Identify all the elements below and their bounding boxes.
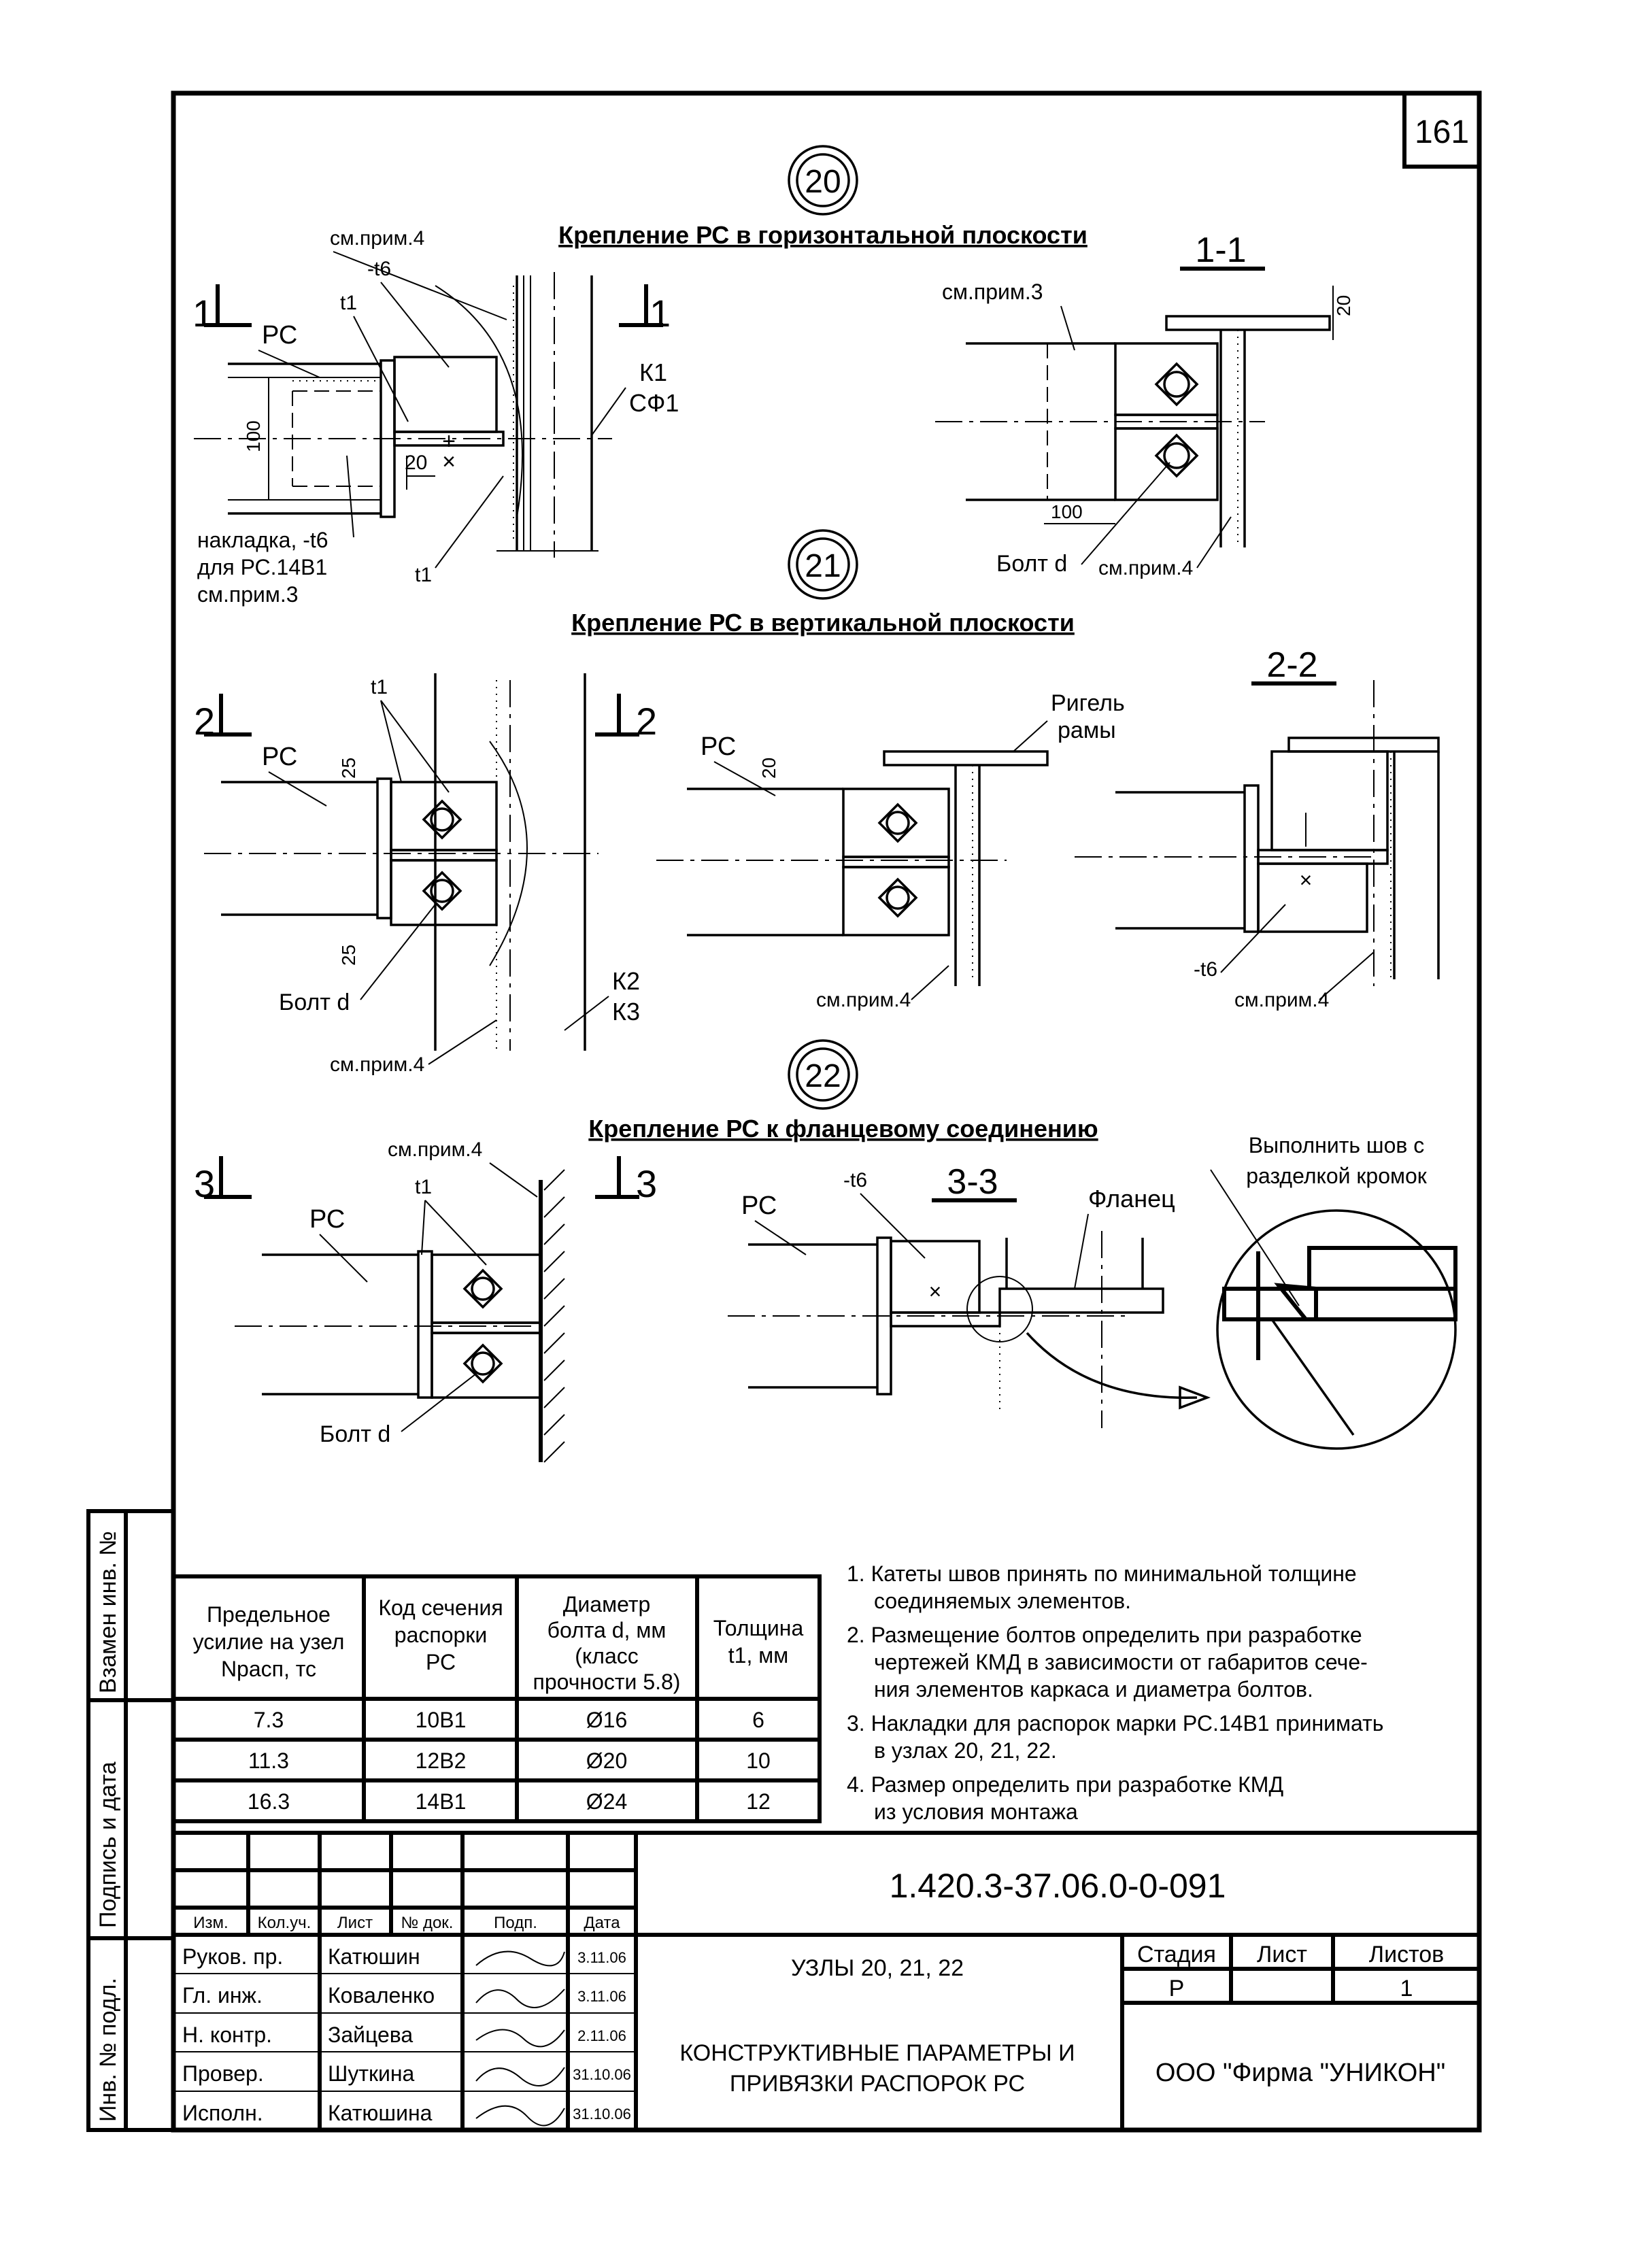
table-cell: 10В1	[415, 1708, 467, 1732]
n21m-dim20: 20	[758, 757, 779, 779]
th-bolt-4: прочности 5.8)	[533, 1670, 681, 1694]
n20-k1: К1	[639, 358, 667, 386]
stage-label: Стадия	[1137, 1942, 1216, 1967]
table-cell: 14В1	[415, 1789, 467, 1814]
s11-note4: см.прим.4	[1098, 557, 1194, 579]
node-20-plan-view	[192, 227, 679, 607]
th-code-1: Код сечения	[378, 1595, 503, 1620]
th-force-3: Nрасп, тс	[220, 1657, 317, 1681]
name: Зайцева	[328, 2023, 414, 2047]
svg-text:×: ×	[928, 1279, 942, 1304]
n22-note4: см.прим.4	[388, 1138, 483, 1161]
note-line: в узлах 20, 21, 22.	[874, 1738, 1057, 1763]
s11-dim20: 20	[1333, 294, 1354, 316]
table-cell: 12В2	[415, 1748, 467, 1773]
stamp-vzamen: Взамен инв. №	[95, 1531, 121, 1693]
date: 3.11.06	[577, 1949, 626, 1966]
n20-sf1: СФ1	[629, 389, 679, 417]
col-data: Дата	[584, 1914, 620, 1932]
sheet-number: 161	[1414, 114, 1470, 150]
col-list: Лист	[337, 1914, 373, 1932]
n21-dim25b: 25	[338, 944, 359, 966]
table-cell: 16.3	[247, 1789, 290, 1814]
company-name: ООО "Фирма "УНИКОН"	[1155, 2059, 1446, 2087]
date: 31.10.06	[573, 2106, 631, 2123]
node-21-left-view	[194, 673, 657, 1076]
table-cell: 6	[752, 1708, 764, 1732]
th-thick-2: t1, мм	[728, 1643, 789, 1668]
n20-pc: РС	[262, 321, 298, 350]
col-kol: Кол.уч.	[257, 1914, 311, 1932]
date: 31.10.06	[573, 2066, 631, 2083]
n22-bolt: Болт d	[320, 1421, 391, 1447]
table-cell: 11.3	[248, 1748, 289, 1773]
stamp-inv: Инв. № подл.	[95, 1978, 121, 2122]
n20-nakladka-1: накладка, -t6	[197, 528, 328, 552]
stage-value: Р	[1168, 1976, 1185, 2001]
sheets-value: 1	[1400, 1976, 1413, 2001]
node-21-middle-view	[656, 690, 1125, 1011]
n22s-note4: см.прим.4	[1234, 989, 1330, 1011]
date: 2.11.06	[577, 2027, 626, 2044]
name: Катюшин	[328, 1944, 420, 1969]
n20-t1b: t1	[415, 564, 433, 586]
section-1-1-title: 1-1	[1195, 231, 1247, 270]
n20-dim100: 100	[243, 420, 264, 452]
note-line: ния элементов каркаса и диаметра болтов.	[874, 1677, 1313, 1702]
weld-note-1: Выполнить шов с	[1248, 1133, 1425, 1157]
title-desc-2: ПРИВЯЗКИ РАСПОРОК РС	[729, 2071, 1026, 2097]
n21-k3: К3	[612, 998, 640, 1026]
th-bolt-3: (класс	[575, 1644, 639, 1668]
node-21-section-2-2	[1075, 645, 1438, 1011]
table-cell: Ø20	[586, 1748, 628, 1773]
n20-nakladka-2: для РС.14В1	[197, 555, 328, 579]
n21m-pc: РС	[701, 732, 737, 761]
date: 3.11.06	[577, 1988, 626, 2005]
n20-nakladka-3: см.прим.3	[197, 582, 299, 607]
n21-dim25a: 25	[338, 757, 359, 779]
section-mark-2-left: 2	[194, 700, 216, 743]
th-bolt-1: Диаметр	[562, 1592, 651, 1617]
node-22-section-3-3	[728, 1133, 1455, 1449]
n21-note4: см.прим.4	[330, 1053, 425, 1076]
col-izm: Изм.	[193, 1914, 229, 1932]
n22-t1: t1	[415, 1176, 433, 1198]
col-dok: № док.	[401, 1914, 454, 1932]
role: Н. контр.	[182, 2023, 273, 2047]
node-22-number: 22	[805, 1058, 841, 1094]
note-line: соединяемых элементов.	[874, 1589, 1132, 1613]
table-cell: 10	[746, 1748, 771, 1773]
note-line: 2. Размещение болтов определить при разработке	[847, 1623, 1362, 1647]
n21-k2: К2	[612, 967, 640, 995]
th-force-1: Предельное	[207, 1602, 331, 1627]
node-22-left-view	[194, 1138, 657, 1462]
side-stamp-column	[88, 1511, 173, 2130]
role: Гл. инж.	[182, 1983, 263, 2008]
th-thick-1: Толщина	[713, 1616, 804, 1640]
notes	[847, 1561, 1383, 1824]
title-block	[173, 1833, 1479, 2130]
n21m-note4: см.прим.4	[816, 989, 911, 1011]
n21-t1: t1	[371, 676, 388, 698]
n20-note4: см.прим.4	[330, 227, 425, 250]
n20-dim20: 20	[405, 452, 428, 474]
weld-note-2: разделкой кромок	[1246, 1164, 1427, 1188]
table-cell: Ø24	[586, 1789, 628, 1814]
note-line: из условия монтажа	[874, 1799, 1078, 1824]
n22s-t6: -t6	[1194, 958, 1218, 981]
section-mark-1-right: 1	[650, 292, 671, 335]
n22s-flange: Фланец	[1088, 1185, 1175, 1213]
section-mark-3-right: 3	[636, 1162, 658, 1205]
svg-text:×: ×	[1299, 868, 1313, 892]
table-cell: 7.3	[253, 1708, 284, 1732]
node-21-number: 21	[805, 548, 841, 584]
note-line: 1. Катеты швов принять по минимальной толщине	[847, 1561, 1357, 1586]
th-code-3: РС	[425, 1650, 456, 1674]
role: Руков. пр.	[182, 1944, 284, 1969]
n22s-pc: РС	[741, 1191, 777, 1220]
section-3-3-title: 3-3	[947, 1162, 998, 1202]
sheet-frame	[173, 93, 1479, 2130]
parameter-table	[173, 1576, 820, 1821]
n22s-t6b: -t6	[843, 1169, 868, 1191]
table-cell: Ø16	[586, 1708, 628, 1732]
n20-t6: -t6	[367, 258, 392, 280]
n21m-rigel1: Ригель	[1051, 690, 1125, 716]
table-cell: 12	[746, 1789, 771, 1814]
node-21-header	[571, 530, 1075, 637]
sheets-label: Листов	[1368, 1942, 1445, 1967]
name: Коваленко	[328, 1983, 435, 2008]
s11-note3: см.прим.3	[942, 280, 1043, 304]
node-20-title: Крепление РС в горизонтальной плоскости	[558, 221, 1088, 249]
th-bolt-2: болта d, мм	[547, 1618, 667, 1642]
node-22-header	[588, 1041, 1098, 1143]
th-force-2: усилие на узел	[192, 1629, 345, 1654]
n21-bolt: Болт d	[279, 990, 350, 1015]
node-22-title: Крепление РС к фланцевому соединению	[588, 1115, 1098, 1143]
node-20-header	[558, 146, 1088, 249]
s11-dim100: 100	[1051, 501, 1083, 522]
signatures	[476, 1952, 564, 2126]
sheet-label: Лист	[1257, 1942, 1307, 1967]
n21m-rigel2: рамы	[1058, 717, 1116, 743]
title-desc-1: КОНСТРУКТИВНЫЕ ПАРАМЕТРЫ И	[679, 2040, 1075, 2066]
section-mark-2-right: 2	[636, 700, 658, 743]
stamp-podpis: Подпись и дата	[95, 1761, 121, 1928]
note-line: 3. Накладки для распорок марки РС.14В1 принимать	[847, 1711, 1384, 1736]
role: Исполн.	[182, 2101, 263, 2125]
node-20-number: 20	[805, 164, 841, 200]
name: Шуткина	[328, 2061, 415, 2086]
svg-text:+: +	[442, 428, 456, 454]
svg-text:×: ×	[442, 449, 456, 475]
node-20-section-1-1	[935, 231, 1354, 579]
n22-pc: РС	[309, 1205, 345, 1234]
n20-t1: t1	[340, 292, 358, 314]
name: Катюшина	[328, 2101, 433, 2125]
th-code-2: распорки	[394, 1623, 488, 1647]
role: Провер.	[182, 2061, 264, 2086]
section-2-2-title: 2-2	[1266, 645, 1318, 685]
doc-code: 1.420.3-37.06.0-0-091	[889, 1867, 1226, 1905]
node-21-title: Крепление РС в вертикальной плоскости	[571, 609, 1075, 637]
col-podp: Подп.	[494, 1914, 537, 1932]
note-line: чертежей КМД в зависимости от габаритов сече-	[874, 1650, 1368, 1674]
s11-bolt: Болт d	[996, 551, 1068, 577]
section-mark-1-left: 1	[192, 292, 214, 335]
n21-pc: РС	[262, 743, 298, 771]
section-mark-3-left: 3	[194, 1162, 216, 1205]
title-nodes: УЗЛЫ 20, 21, 22	[790, 1955, 964, 1981]
note-line: 4. Размер определить при разработке КМД	[847, 1772, 1284, 1797]
